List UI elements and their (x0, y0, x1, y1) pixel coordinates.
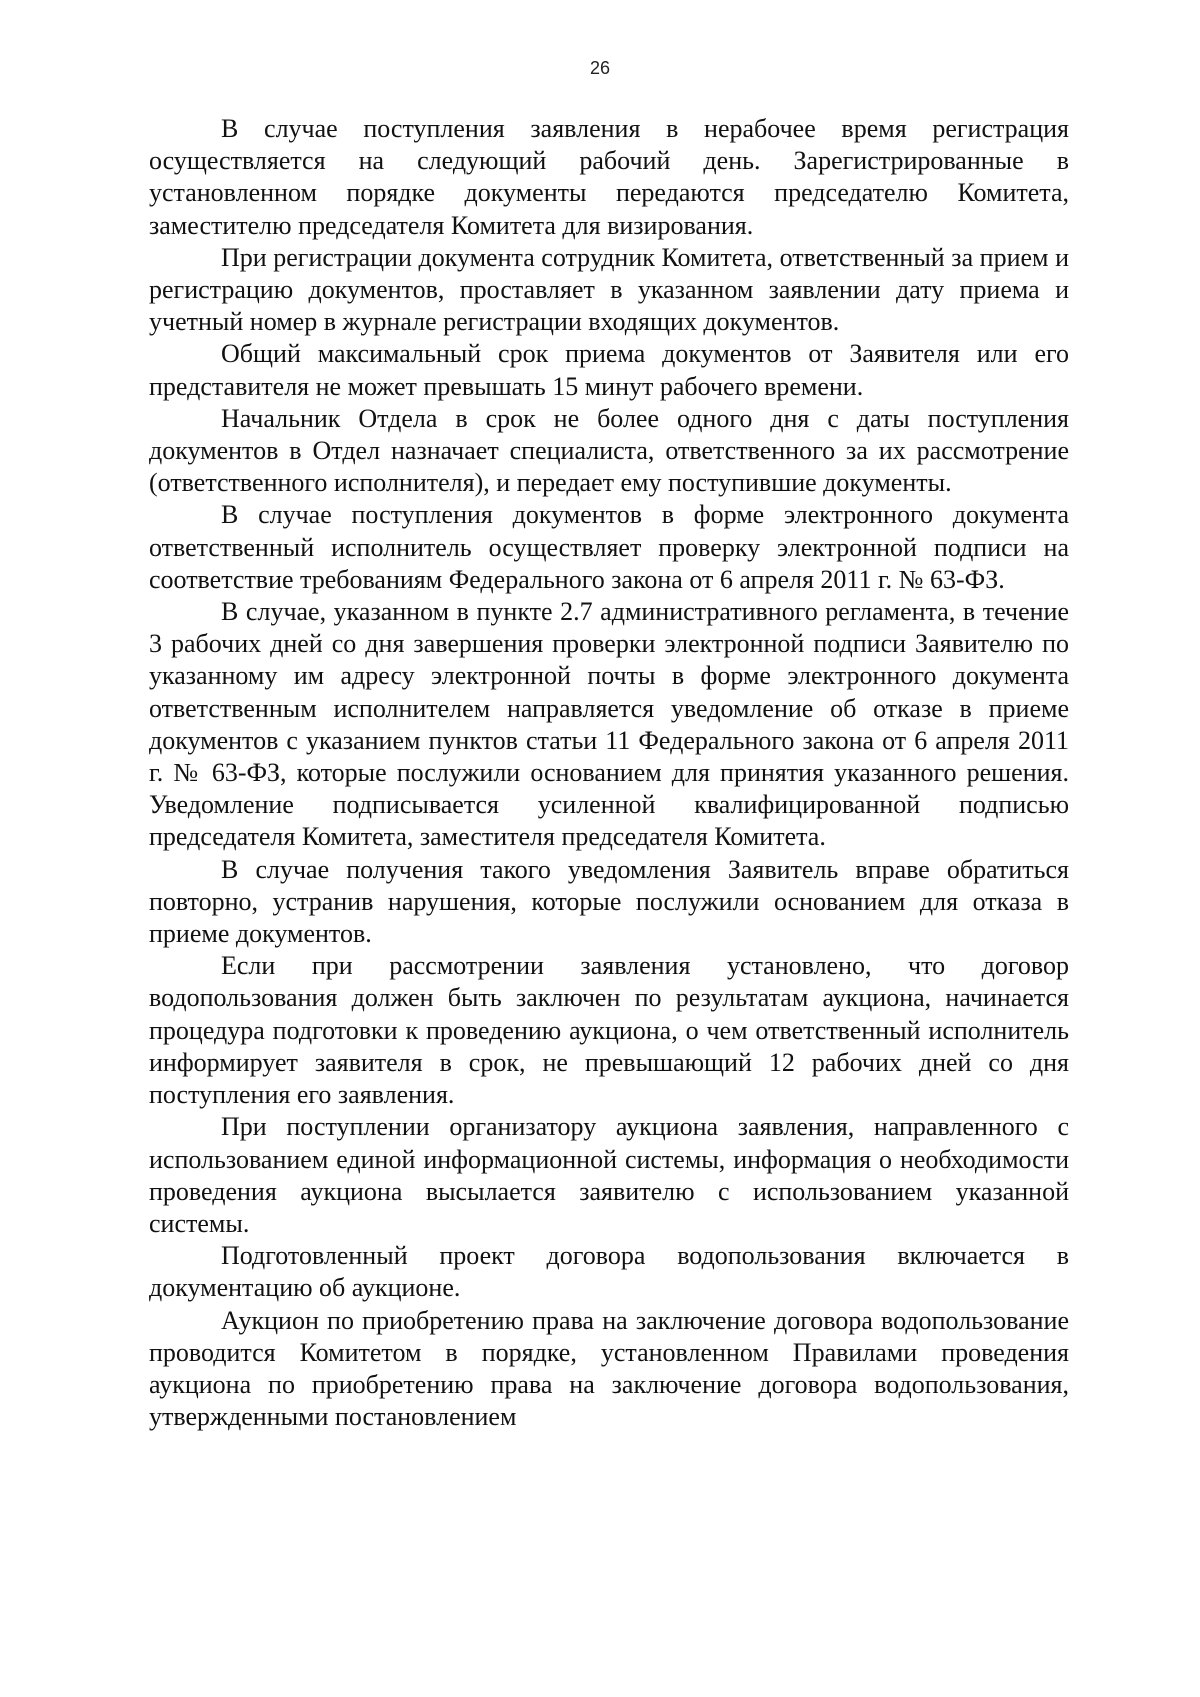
paragraph-repeat-application: В случае получения такого уведомления Заявитель вправе обратиться повторно, устранив нарушения, которые послужили основанием для отказа в приеме документов. (149, 854, 1069, 949)
paragraph-draft-contract: Подготовленный проект договора водопользования включается в документацию об аукционе. (149, 1241, 1069, 1303)
page-number: 26 (589, 58, 611, 78)
paragraph-refusal-notification: В случае, указанном в пункте 2.7 административного регламента, в течение 3 рабочих дней со дня завершения проверки электронной подписи Заявителю по указанному им адресу электронной почты в форме электронного документа ответственным исполнителем направляется уведомление об отказе в приеме документов с указанием пунктов статьи 11 Федерального закона от 6 апреля 2011 г. № 63-ФЗ, которые послужили основанием для принятия указанного решения. Уведомление подписывается усиленной квалифицированной подписью председателя Комитета, заместителя председателя Комитета. (149, 597, 1069, 852)
paragraph-registration-procedure: При регистрации документа сотрудник Комитета, ответственный за прием и регистрацию документов, проставляет в указанном заявлении дату приема и учетный номер в журнале регистрации входящих документов. (149, 242, 1069, 337)
paragraph-electronic-signature-check: В случае поступления документов в форме электронного документа ответственный исполнитель осуществляет проверку электронной подписи на соответствие требованиям Федерального закона от 6 апреля 2011 г. № 63-ФЗ. (149, 500, 1069, 594)
paragraph-max-reception-time: Общий максимальный срок приема документов от Заявителя или его представителя не может превышать 15 минут рабочего времени. (149, 339, 1069, 401)
paragraph-registration-nonworking-time: В случае поступления заявления в нерабочее время регистрация осуществляется на следующий рабочий день. Зарегистрированные в установленном порядке документы передаются председателю Комитета, заместителю председателя Комитета для визирования. (149, 114, 1069, 240)
paragraph-auction-procedure: Аукцион по приобретению права на заключение договора водопользование проводится Комитетом в порядке, установленном Правилами проведения аукциона по приобретению права на заключение договора водопользования, утвержденными постановлением (149, 1305, 1069, 1432)
paragraph-auction-required: Если при рассмотрении заявления установлено, что договор водопользования должен быть заключен по результатам аукциона, начинается процедура подготовки к проведению аукциона, о чем ответственный исполнитель информирует заявителя в срок, не превышающий 12 рабочих дней со дня поступления его заявления. (149, 951, 1069, 1110)
paragraph-department-head-assignment: Начальник Отдела в срок не более одного дня с даты поступления документов в Отдел назначает специалиста, ответственного за их рассмотрение (ответственного исполнителя), и передает ему поступившие документы. (149, 403, 1069, 498)
paragraph-unified-information-system: При поступлении организатору аукциона заявления, направленного с использованием единой информационной системы, информация о необходимости проведения аукциона высылается заявителю с использованием указанной системы. (149, 1112, 1069, 1238)
document-body (149, 113, 1069, 1433)
